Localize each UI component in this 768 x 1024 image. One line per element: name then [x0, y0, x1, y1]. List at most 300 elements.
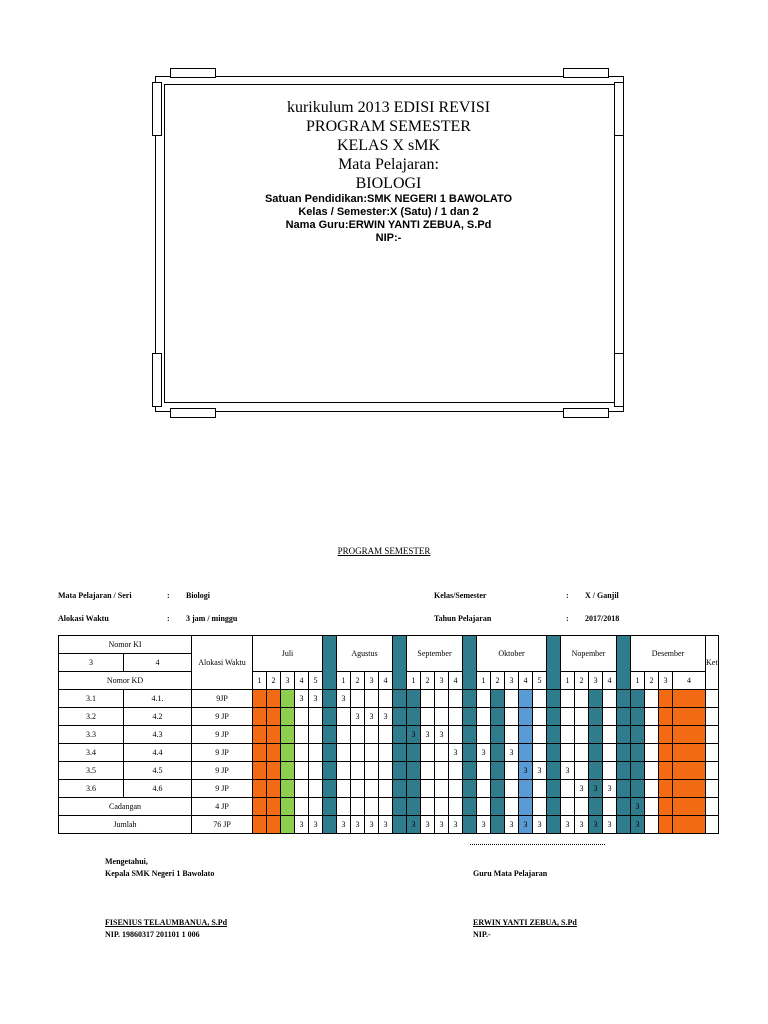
week-cell: 3 — [379, 816, 393, 834]
header-nomor-kd: Nomor KD — [59, 672, 192, 690]
week-number: 3 — [435, 672, 449, 690]
week-cell — [281, 690, 295, 708]
month-separator — [463, 726, 477, 744]
week-cell: 3 — [575, 780, 589, 798]
week-cell — [589, 708, 603, 726]
week-cell — [281, 798, 295, 816]
week-number: 1 — [561, 672, 575, 690]
week-number: 1 — [631, 672, 645, 690]
month-separator — [323, 762, 337, 780]
sig-kepala-title: Kepala SMK Negeri 1 Bawolato — [105, 869, 215, 878]
week-number: 2 — [267, 672, 281, 690]
week-cell: 3 — [421, 816, 435, 834]
row-kd3: 3.5 — [59, 762, 124, 780]
week-cell — [631, 744, 645, 762]
week-cell — [421, 690, 435, 708]
meta-kelas-value: X / Ganjil — [585, 591, 619, 600]
week-cell: 3 — [603, 780, 617, 798]
week-cell — [519, 780, 533, 798]
frame-side-br — [614, 353, 624, 407]
week-cell: 3 — [631, 798, 645, 816]
week-cell — [673, 762, 706, 780]
week-cell: 3 — [295, 816, 309, 834]
week-number: 1 — [477, 672, 491, 690]
week-cell — [631, 762, 645, 780]
week-cell — [379, 726, 393, 744]
month-header: Oktober — [477, 636, 547, 672]
month-separator — [463, 780, 477, 798]
week-cell: 3 — [477, 816, 491, 834]
week-cell — [645, 744, 659, 762]
row-kd4: 4.5 — [124, 762, 192, 780]
month-separator — [547, 780, 561, 798]
header-ki3: 3 — [59, 654, 124, 672]
cover-line4: Mata Pelajaran: — [338, 156, 439, 173]
week-cell — [477, 798, 491, 816]
week-cell: 3 — [379, 708, 393, 726]
dotted-line — [470, 844, 605, 845]
week-cell — [267, 744, 281, 762]
week-cell — [421, 708, 435, 726]
week-cell — [659, 762, 673, 780]
week-cell: 3 — [533, 762, 547, 780]
week-number: 4 — [603, 672, 617, 690]
frame-corner-bl — [170, 408, 216, 418]
week-cell: 3 — [435, 816, 449, 834]
week-cell — [379, 690, 393, 708]
week-cell — [533, 708, 547, 726]
week-cell — [519, 726, 533, 744]
week-number: 2 — [645, 672, 659, 690]
week-cell — [491, 816, 505, 834]
header-alokasi: Alokasi Waktu — [192, 636, 253, 690]
week-number: 3 — [589, 672, 603, 690]
week-cell: 3 — [309, 816, 323, 834]
week-cell — [351, 780, 365, 798]
week-cell — [449, 798, 463, 816]
frame-side-tl — [152, 82, 162, 136]
month-separator — [547, 798, 561, 816]
header-ket: Ket — [706, 636, 719, 690]
week-cell — [253, 798, 267, 816]
week-cell — [659, 780, 673, 798]
month-separator — [617, 816, 631, 834]
week-cell — [505, 798, 519, 816]
week-cell — [449, 690, 463, 708]
week-cell — [491, 780, 505, 798]
week-cell — [267, 726, 281, 744]
week-cell — [491, 708, 505, 726]
week-number: 2 — [351, 672, 365, 690]
week-cell — [295, 798, 309, 816]
week-cell — [533, 780, 547, 798]
month-separator — [323, 636, 337, 690]
week-cell — [351, 690, 365, 708]
week-cell — [645, 726, 659, 744]
week-cell — [407, 762, 421, 780]
month-separator — [393, 798, 407, 816]
sig-kepala-name: FISENIUS TELAUMBANUA, S.Pd — [105, 918, 228, 927]
week-cell — [491, 798, 505, 816]
table-row — [59, 780, 719, 798]
month-separator — [323, 816, 337, 834]
week-cell — [449, 726, 463, 744]
week-cell — [673, 780, 706, 798]
week-cell — [435, 744, 449, 762]
week-cell — [631, 708, 645, 726]
week-cell: 3 — [365, 816, 379, 834]
week-number: 5 — [533, 672, 547, 690]
week-cell — [337, 780, 351, 798]
week-cell — [575, 744, 589, 762]
week-cell — [505, 726, 519, 744]
week-number: 2 — [421, 672, 435, 690]
week-cell — [491, 744, 505, 762]
week-cell — [365, 744, 379, 762]
week-cell — [575, 690, 589, 708]
row-ket — [706, 690, 719, 708]
week-number: 3 — [659, 672, 673, 690]
week-cell: 3 — [421, 726, 435, 744]
meta-mapel-value: Biologi — [186, 591, 211, 600]
row-alokasi: 9 JP — [192, 780, 253, 798]
row-kd3: 3.2 — [59, 708, 124, 726]
row-ket — [706, 816, 719, 834]
month-header: Juli — [253, 636, 323, 672]
week-cell: 3 — [589, 780, 603, 798]
week-cell — [295, 708, 309, 726]
week-cell — [379, 744, 393, 762]
row-kd4: 4.3 — [124, 726, 192, 744]
week-cell — [645, 798, 659, 816]
week-cell: 3 — [337, 690, 351, 708]
week-cell — [505, 708, 519, 726]
month-separator — [323, 744, 337, 762]
week-cell — [575, 798, 589, 816]
week-number: 3 — [505, 672, 519, 690]
week-cell — [379, 798, 393, 816]
month-separator — [463, 798, 477, 816]
week-cell — [309, 762, 323, 780]
week-cell — [477, 690, 491, 708]
meta-colon: : — [566, 591, 569, 600]
week-cell — [407, 690, 421, 708]
week-number: 1 — [253, 672, 267, 690]
frame-corner-tl — [170, 68, 216, 78]
week-cell — [645, 780, 659, 798]
week-cell — [337, 708, 351, 726]
week-cell — [673, 744, 706, 762]
week-cell — [281, 762, 295, 780]
week-cell — [253, 690, 267, 708]
table-row — [59, 708, 719, 726]
cover-line3: KELAS X sMK — [336, 137, 441, 154]
month-separator — [393, 816, 407, 834]
week-cell — [295, 744, 309, 762]
month-separator — [323, 726, 337, 744]
month-separator — [393, 636, 407, 690]
meta-colon: : — [167, 591, 170, 600]
week-cell: 3 — [561, 762, 575, 780]
month-separator — [547, 708, 561, 726]
week-cell: 3 — [295, 690, 309, 708]
week-cell — [589, 726, 603, 744]
week-cell — [673, 798, 706, 816]
week-cell — [659, 708, 673, 726]
sig-guru-name: ERWIN YANTI ZEBUA, S.Pd — [473, 918, 577, 927]
week-cell — [267, 762, 281, 780]
meta-colon: : — [167, 614, 170, 623]
row-kd3: 3.3 — [59, 726, 124, 744]
week-cell — [645, 708, 659, 726]
month-separator — [547, 744, 561, 762]
week-cell: 3 — [505, 744, 519, 762]
week-cell — [603, 798, 617, 816]
week-cell — [645, 690, 659, 708]
week-number: 4 — [295, 672, 309, 690]
table-row — [59, 744, 719, 762]
week-cell — [603, 726, 617, 744]
meta-alokasi-value: 3 jam / minggu — [186, 614, 238, 623]
month-separator — [617, 762, 631, 780]
row-alokasi: 9 JP — [192, 708, 253, 726]
week-cell — [603, 744, 617, 762]
week-cell — [295, 780, 309, 798]
week-cell — [589, 690, 603, 708]
week-cell — [603, 690, 617, 708]
week-cell — [589, 744, 603, 762]
week-cell — [533, 726, 547, 744]
week-cell — [477, 762, 491, 780]
table-row — [59, 816, 719, 834]
week-number: 1 — [337, 672, 351, 690]
week-cell — [435, 780, 449, 798]
week-cell — [491, 726, 505, 744]
week-cell — [673, 816, 706, 834]
week-cell — [309, 726, 323, 744]
table-header-row — [59, 636, 719, 654]
week-cell: 3 — [631, 816, 645, 834]
week-cell: 3 — [575, 816, 589, 834]
week-cell — [631, 780, 645, 798]
week-cell — [603, 762, 617, 780]
week-cell: 3 — [449, 744, 463, 762]
week-number: 5 — [309, 672, 323, 690]
week-cell — [253, 780, 267, 798]
week-cell — [659, 816, 673, 834]
week-cell: 3 — [519, 762, 533, 780]
sig-kepala-nip: NIP. 19860317 201101 1 006 — [105, 930, 200, 939]
frame-side-bl — [152, 353, 162, 407]
cover-kelas: Kelas / Semester:X (Satu) / 1 dan 2 — [298, 206, 479, 218]
week-cell — [337, 744, 351, 762]
week-cell: 3 — [407, 726, 421, 744]
week-cell — [365, 726, 379, 744]
week-cell — [477, 726, 491, 744]
table-row — [59, 798, 719, 816]
week-cell — [673, 708, 706, 726]
row-kd3: 3.1 — [59, 690, 124, 708]
month-separator — [547, 726, 561, 744]
month-separator — [463, 636, 477, 690]
week-cell — [449, 780, 463, 798]
week-cell: 3 — [407, 816, 421, 834]
week-cell — [407, 744, 421, 762]
week-cell — [659, 744, 673, 762]
week-cell — [449, 762, 463, 780]
week-cell — [631, 726, 645, 744]
cover-line2: PROGRAM SEMESTER — [306, 118, 471, 135]
week-cell — [575, 762, 589, 780]
week-cell — [645, 816, 659, 834]
week-cell: 3 — [351, 708, 365, 726]
document-title: PROGRAM SEMESTER — [337, 546, 431, 556]
week-cell — [337, 726, 351, 744]
week-cell: 3 — [365, 708, 379, 726]
week-cell — [295, 762, 309, 780]
week-number: 1 — [407, 672, 421, 690]
week-cell — [267, 708, 281, 726]
week-cell — [519, 744, 533, 762]
week-cell: 3 — [337, 816, 351, 834]
week-cell — [519, 690, 533, 708]
week-cell — [589, 798, 603, 816]
month-separator — [617, 744, 631, 762]
week-cell — [519, 708, 533, 726]
month-separator — [617, 798, 631, 816]
month-separator — [547, 636, 561, 690]
week-cell — [351, 744, 365, 762]
month-header: Desember — [631, 636, 706, 672]
month-separator — [463, 744, 477, 762]
frame-corner-br — [563, 408, 609, 418]
week-cell — [491, 762, 505, 780]
week-cell — [309, 708, 323, 726]
week-cell — [267, 780, 281, 798]
week-cell: 3 — [603, 816, 617, 834]
table-row — [59, 690, 719, 708]
week-cell: 3 — [435, 726, 449, 744]
week-cell — [631, 690, 645, 708]
week-cell — [449, 708, 463, 726]
week-cell — [421, 798, 435, 816]
row-ket — [706, 744, 719, 762]
week-cell: 3 — [351, 816, 365, 834]
program-semester-table — [58, 635, 719, 834]
week-cell — [351, 798, 365, 816]
meta-tahun-value: 2017/2018 — [585, 614, 620, 623]
month-separator — [617, 636, 631, 690]
week-cell — [337, 798, 351, 816]
week-cell — [267, 798, 281, 816]
week-cell — [253, 762, 267, 780]
week-cell — [407, 798, 421, 816]
table-row — [59, 726, 719, 744]
meta-alokasi-label: Alokasi Waktu — [58, 614, 109, 623]
month-header: September — [407, 636, 463, 672]
week-cell — [253, 816, 267, 834]
week-cell: 3 — [589, 816, 603, 834]
week-cell — [477, 780, 491, 798]
cover-line1: kurikulum 2013 EDISI REVISI — [286, 99, 491, 116]
header-ki4: 4 — [124, 654, 192, 672]
cover-nip: NIP:- — [375, 232, 402, 244]
week-cell — [533, 798, 547, 816]
week-cell — [267, 690, 281, 708]
row-kd4: 4.4 — [124, 744, 192, 762]
row-ket — [706, 726, 719, 744]
week-cell — [477, 708, 491, 726]
week-cell — [281, 726, 295, 744]
week-cell — [407, 708, 421, 726]
week-cell: 3 — [561, 816, 575, 834]
week-cell — [309, 780, 323, 798]
frame-side-tr — [614, 82, 624, 136]
cover-line5: BIOLOGI — [355, 175, 422, 192]
week-cell — [365, 780, 379, 798]
week-cell — [309, 744, 323, 762]
week-cell — [435, 798, 449, 816]
week-number: 2 — [575, 672, 589, 690]
meta-kelas-label: Kelas/Semester — [434, 591, 487, 600]
week-cell — [379, 780, 393, 798]
month-separator — [323, 798, 337, 816]
week-cell — [253, 726, 267, 744]
week-cell — [603, 708, 617, 726]
row-label: Cadangan — [59, 798, 192, 816]
week-number: 3 — [281, 672, 295, 690]
row-alokasi: 9 JP — [192, 744, 253, 762]
week-cell — [267, 816, 281, 834]
week-cell — [309, 798, 323, 816]
week-cell — [659, 798, 673, 816]
week-cell — [435, 708, 449, 726]
week-cell — [575, 708, 589, 726]
row-alokasi: 4 JP — [192, 798, 253, 816]
month-separator — [617, 726, 631, 744]
week-cell — [253, 744, 267, 762]
week-cell — [561, 726, 575, 744]
meta-colon: : — [566, 614, 569, 623]
week-cell — [645, 762, 659, 780]
month-separator — [393, 744, 407, 762]
month-separator — [323, 690, 337, 708]
week-number: 4 — [449, 672, 463, 690]
week-cell — [281, 780, 295, 798]
month-separator — [547, 690, 561, 708]
row-ket — [706, 798, 719, 816]
week-cell — [533, 744, 547, 762]
cover-guru: Nama Guru:ERWIN YANTI ZEBUA, S.Pd — [285, 219, 492, 231]
week-cell — [561, 798, 575, 816]
week-cell — [253, 708, 267, 726]
week-cell: 3 — [477, 744, 491, 762]
week-cell — [575, 726, 589, 744]
week-cell: 3 — [519, 816, 533, 834]
month-separator — [393, 726, 407, 744]
week-cell — [505, 690, 519, 708]
week-cell — [435, 762, 449, 780]
week-cell — [351, 726, 365, 744]
frame-corner-tr — [563, 68, 609, 78]
month-separator — [393, 690, 407, 708]
week-cell — [589, 762, 603, 780]
week-cell — [659, 690, 673, 708]
week-cell: 3 — [505, 816, 519, 834]
month-separator — [393, 780, 407, 798]
row-ket — [706, 780, 719, 798]
week-cell — [379, 762, 393, 780]
